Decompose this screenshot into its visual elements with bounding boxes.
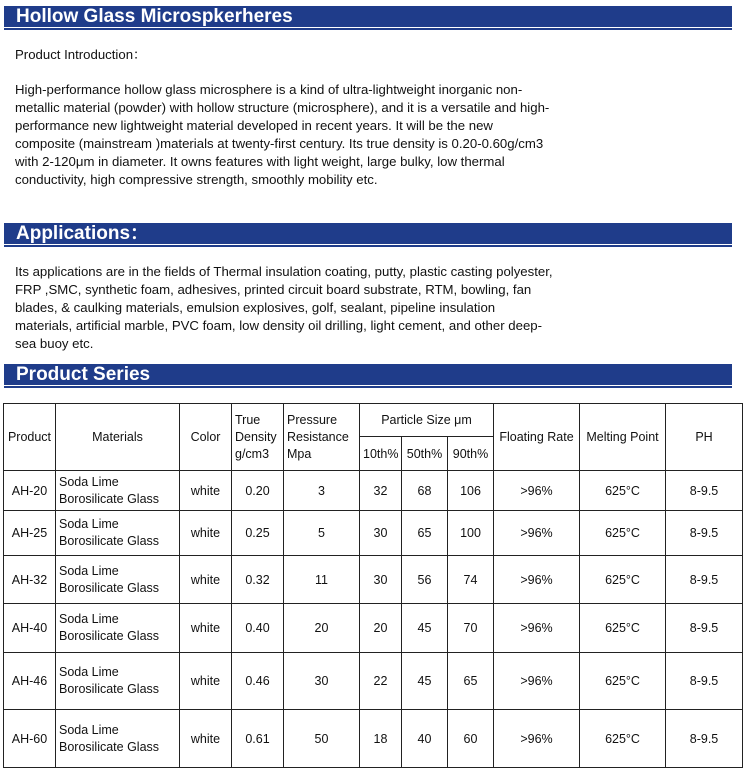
cell-floating: >96% [494, 511, 580, 556]
cell-pressure: 30 [284, 653, 360, 710]
header-10th: 10th% [360, 437, 402, 471]
cell-ph: 8-9.5 [666, 556, 743, 604]
material-line-1: Soda Lime [59, 474, 119, 489]
cell-p10: 30 [360, 511, 402, 556]
table-row [4, 604, 743, 653]
cell-color: white [180, 710, 232, 768]
cell-melting: 625°C [580, 556, 666, 604]
cell-ph: 8-9.5 [666, 710, 743, 768]
table-row [4, 710, 743, 768]
cell-p10: 30 [360, 556, 402, 604]
material-line-2: Borosilicate Glass [59, 629, 160, 643]
cell-floating: >96% [494, 471, 580, 511]
cell-ph: 8-9.5 [666, 653, 743, 710]
header-color: Color [180, 404, 232, 471]
cell-melting: 625°C [580, 604, 666, 653]
material-line-1: Soda Lime [59, 517, 119, 531]
header-product: Product [4, 404, 56, 471]
cell-floating: >96% [494, 653, 580, 710]
intro-label: Product Introduction： [15, 47, 147, 62]
cell-density: 0.40 [232, 604, 284, 653]
table-row [4, 653, 743, 710]
cell-p50: 45 [402, 604, 448, 653]
cell-color: white [180, 471, 232, 511]
cell-product: AH-20 [4, 471, 56, 511]
cell-melting: 625°C [580, 710, 666, 768]
cell-p90: 106 [448, 471, 494, 511]
cell-p50: 68 [402, 471, 448, 511]
cell-p50: 45 [402, 653, 448, 710]
cell-color: white [180, 653, 232, 710]
cell-color: white [180, 604, 232, 653]
header-pressure-resistance: Pressure Resistance Mpa [284, 404, 360, 471]
header-90th: 90th% [448, 437, 494, 471]
cell-density: 0.20 [232, 471, 284, 511]
header-ph: PH [666, 404, 743, 471]
cell-pressure: 5 [284, 511, 360, 556]
cell-pressure: 20 [284, 604, 360, 653]
cell-floating: >96% [494, 604, 580, 653]
cell-product: AH-40 [4, 604, 56, 653]
header-true-density: True Density g/cm3 [232, 404, 284, 471]
intro-paragraph: High-performance hollow glass microsphere is a kind of ultra-lightweight inorganic non-metallic material (powder) with hollow structure (microsphere), and it is a versatile and high-performance new lightweight material developed in recent years. It will be the new composite (mainstream )materials at twenty-first century. Its true density is 0.20-0.60g/cm3 with 2-120μm in diameter. It owns features with light weight, large bulky, low thermal conductivity, high compressive strength, smoothly mobility etc. [15, 82, 550, 187]
cell-p90: 65 [448, 653, 494, 710]
cell-p90: 70 [448, 604, 494, 653]
cell-floating: >96% [494, 710, 580, 768]
material-line-2: Borosilicate Glass [59, 739, 160, 754]
material-line-2: Borosilicate Glass [59, 682, 160, 696]
cell-p10: 18 [360, 710, 402, 768]
material-line-1: Soda Lime [59, 722, 119, 737]
section-header-product-series: Product Series [4, 364, 732, 386]
cell-density: 0.61 [232, 710, 284, 768]
cell-floating: >96% [494, 556, 580, 604]
cell-p50: 56 [402, 556, 448, 604]
cell-product: AH-32 [4, 556, 56, 604]
cell-p90: 74 [448, 556, 494, 604]
cell-p10: 22 [360, 653, 402, 710]
section-header-title: Hollow Glass Microspkerheres [4, 6, 732, 28]
table-row [4, 471, 743, 511]
material-line-2: Borosilicate Glass [59, 534, 160, 548]
cell-ph: 8-9.5 [666, 604, 743, 653]
cell-p90: 100 [448, 511, 494, 556]
header-50th: 50th% [402, 437, 448, 471]
material-line-2: Borosilicate Glass [59, 491, 160, 506]
material-line-1: Soda Lime [59, 563, 119, 578]
cell-melting: 625°C [580, 653, 666, 710]
cell-melting: 625°C [580, 511, 666, 556]
cell-p50: 65 [402, 511, 448, 556]
cell-color: white [180, 511, 232, 556]
cell-pressure: 11 [284, 556, 360, 604]
material-line-1: Soda Lime [59, 612, 119, 626]
cell-p90: 60 [448, 710, 494, 768]
header-melting-point: Melting Point [580, 404, 666, 471]
material-line-2: Borosilicate Glass [59, 580, 160, 595]
cell-materials [56, 556, 180, 604]
cell-product: AH-60 [4, 710, 56, 768]
cell-pressure: 50 [284, 710, 360, 768]
cell-p10: 20 [360, 604, 402, 653]
material-line-1: Soda Lime [59, 665, 119, 679]
applications-paragraph: Its applications are in the fields of Thermal insulation coating, putty, plastic casting polyester, FRP ,SMC, synthetic foam, adhesives, printed circuit board substrate, RTM, bowling, fan blades, & caulking materials, emulsion explosives, golf, sealant, pipeline insulation materials, artificial marble, PVC foam, low density oil drilling, light cement, and other deep-sea buoy etc. [15, 264, 553, 351]
cell-density: 0.32 [232, 556, 284, 604]
header-floating-rate: Floating Rate [494, 404, 580, 471]
cell-p10: 32 [360, 471, 402, 511]
cell-product: AH-46 [4, 653, 56, 710]
header-materials: Materials [56, 404, 180, 471]
cell-product: AH-25 [4, 511, 56, 556]
cell-materials [56, 653, 180, 710]
product-series-table [3, 403, 743, 768]
cell-materials [56, 604, 180, 653]
cell-materials [56, 710, 180, 768]
section-header-applications: Applications： [4, 223, 732, 245]
cell-density: 0.46 [232, 653, 284, 710]
cell-melting: 625°C [580, 471, 666, 511]
cell-density: 0.25 [232, 511, 284, 556]
cell-materials [56, 471, 180, 511]
cell-ph: 8-9.5 [666, 511, 743, 556]
cell-pressure: 3 [284, 471, 360, 511]
cell-p50: 40 [402, 710, 448, 768]
cell-materials [56, 511, 180, 556]
header-particle-size: Particle Size μm [360, 404, 494, 437]
cell-ph: 8-9.5 [666, 471, 743, 511]
table-row [4, 511, 743, 556]
table-row [4, 556, 743, 604]
cell-color: white [180, 556, 232, 604]
